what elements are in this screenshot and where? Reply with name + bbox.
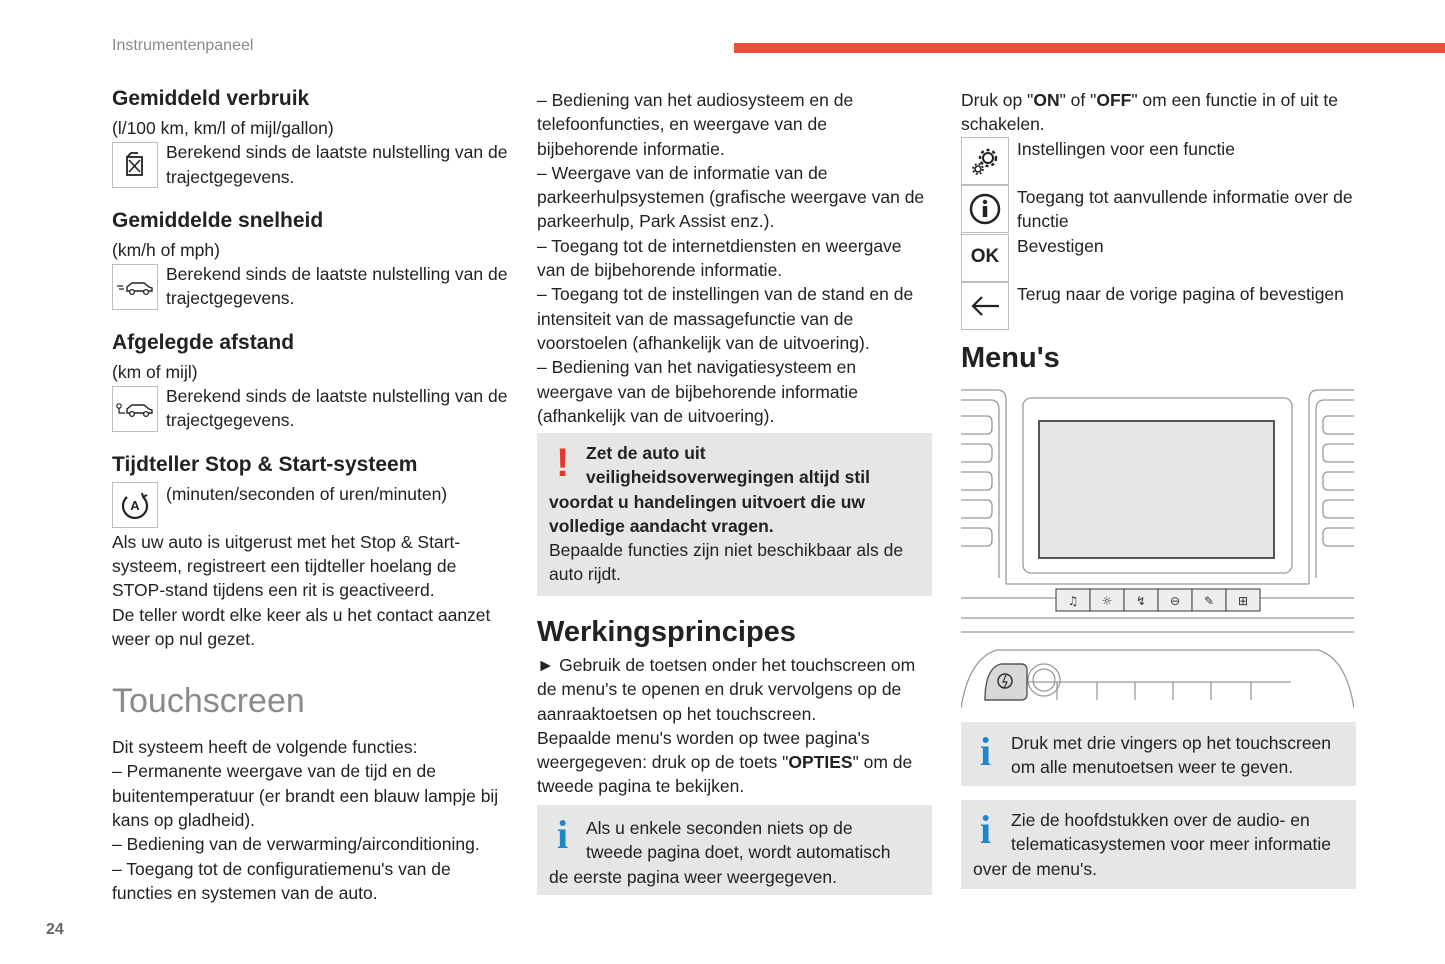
function-text: Terug naar de vorige pagina of bevestigen xyxy=(1017,284,1344,305)
info-text: tweede pagina doet, wordt automatisch xyxy=(586,842,891,863)
svg-text:⊖: ⊖ xyxy=(1169,594,1181,608)
back-arrow-icon xyxy=(961,282,1009,330)
section-icon-row xyxy=(112,384,512,433)
stopstart-body: Als uw auto is uitgerust met het Stop & Start-systeem, registreert een tijdteller hoelang de STOP-stand tijdens een rit is geactiveerd. xyxy=(112,531,461,601)
column-middle xyxy=(537,88,929,428)
ok-icon xyxy=(961,234,1009,282)
column-left xyxy=(112,86,512,905)
fuel-can-icon xyxy=(112,142,158,188)
warning-bold: veiligheidsoverwegingen altijd stil xyxy=(586,467,870,488)
function-text: Bevestigen xyxy=(1017,235,1104,256)
touchscreen-illustration xyxy=(961,388,1354,713)
info-icon: i xyxy=(980,807,992,852)
tip-box xyxy=(961,722,1356,786)
section-title: Tijdteller Stop & Start-systeem xyxy=(112,452,418,476)
svg-text:A: A xyxy=(130,497,140,513)
tip-text: telematicasystemen voor meer informatie xyxy=(1011,834,1331,855)
info-icon: i xyxy=(980,729,992,774)
tip-box xyxy=(961,800,1356,889)
section-desc: Berekend sinds de laatste nulstelling van de trajectgegevens. xyxy=(166,264,508,309)
svg-text:✎: ✎ xyxy=(1203,594,1215,608)
section-desc: Berekend sinds de laatste nulstelling van de trajectgegevens. xyxy=(166,386,508,431)
principles-p1: ► Gebruik de toetsen onder het touchscreen om de menu's te openen en druk vervolgens op de aanraaktoetsen op het touchscreen. xyxy=(537,655,916,724)
car-speed-icon xyxy=(112,264,158,310)
section-unit: (km of mijl) xyxy=(112,361,198,382)
svg-text:⊞: ⊞ xyxy=(1237,594,1249,608)
list-item: – Permanente weergave van de tijd en de buitentemperatuur (er brandt een blauw lampje bij kans op gladheid). xyxy=(112,761,499,831)
warning-icon: ! xyxy=(556,441,570,485)
header-accent-bar xyxy=(734,43,1445,53)
info-text: de eerste pagina weer weergegeven. xyxy=(549,866,837,887)
settings-gear-icon xyxy=(961,137,1009,185)
info-circle-icon xyxy=(961,185,1009,233)
function-row xyxy=(961,137,1361,186)
menus-title: Menu's xyxy=(961,341,1060,374)
svg-text:♫: ♫ xyxy=(1067,594,1079,608)
stop-start-icon xyxy=(112,482,158,528)
principles-section xyxy=(537,615,932,799)
info-icon: i xyxy=(557,812,569,857)
function-row xyxy=(961,234,1361,283)
section-unit: (l/100 km, km/l of mijl/gallon) xyxy=(112,118,334,138)
touchscreen-intro: Dit systeem heeft de volgende functies: xyxy=(112,737,418,758)
header-title: Instrumentenpaneel xyxy=(112,37,254,54)
section-title: Gemiddeld verbruik xyxy=(112,87,310,110)
section-desc: Berekend sinds de laatste nulstelling van de trajectgegevens. xyxy=(166,142,508,187)
list-item: – Toegang tot de instellingen van de stand en de intensiteit van de massagefunctie van de voorstoelen (afhankelijk van de uitvoering). xyxy=(537,284,914,353)
principles-p2: Bepaalde menu's worden op twee pagina's weergegeven: druk op de toets "OPTIES" om de tweede pagina te bekijken. xyxy=(537,727,913,797)
info-text: Als u enkele seconden niets op de xyxy=(586,818,853,838)
principles-title: Werkingsprincipes xyxy=(537,616,796,648)
function-text: Instellingen voor een functie xyxy=(1017,138,1235,159)
section-title: Gemiddelde snelheid xyxy=(112,208,324,232)
svg-text:↯: ↯ xyxy=(1135,594,1147,608)
svg-text:☼: ☼ xyxy=(1101,594,1113,608)
list-item: – Bediening van het audiosysteem en de telefoonfuncties, en weergave van de bijbehorende informatie. xyxy=(537,90,854,159)
warning-box xyxy=(537,433,932,596)
list-item: – Bediening van de verwarming/airconditioning. xyxy=(112,834,480,855)
page-number: 24 xyxy=(46,921,64,938)
section-unit: (km/h of mph) xyxy=(112,239,220,260)
car-distance-icon xyxy=(112,386,158,432)
list-item: – Bediening van het navigatiesysteem en weergave van de bijbehorende informatie (afhankelijk van de uitvoering). xyxy=(537,357,859,426)
function-text: Toegang tot aanvullende informatie over de functie xyxy=(1017,187,1353,232)
section-icon-row xyxy=(112,262,512,311)
tip-text: over de menu's. xyxy=(973,858,1097,879)
function-row xyxy=(961,282,1361,331)
tip-text: Zie de hoofdstukken over de audio- en xyxy=(1011,810,1310,830)
list-item: – Toegang tot de configuratiemenu's van de functies en systemen van de auto. xyxy=(112,858,451,903)
section-title: Afgelegde afstand xyxy=(112,330,295,354)
warning-bold: voordat u handelingen uitvoert die uw volledige aandacht vragen. xyxy=(549,491,865,536)
section-desc: (minuten/seconden of uren/minuten) xyxy=(166,483,448,504)
warning-text: Bepaalde functies zijn niet beschikbaar als de auto rijdt. xyxy=(549,540,904,585)
onoff-intro: Druk op "ON" of "OFF" om een functie in of uit te schakelen. xyxy=(961,90,1338,135)
tip-text: Druk met drie vingers op het touchscreen om alle menutoetsen weer te geven. xyxy=(1011,733,1332,778)
list-item: – Weergave van de informatie van de parkeerhulpsystemen (grafische weergave van de parkeerhulp, Park Assist enz.). xyxy=(537,162,925,232)
section-icon-row xyxy=(112,482,512,528)
info-box xyxy=(537,805,932,895)
function-row xyxy=(961,185,1361,234)
warning-bold: Zet de auto uit xyxy=(586,443,706,463)
column-right xyxy=(961,88,1361,375)
list-item: – Toegang tot de internetdiensten en weergave van de bijbehorende informatie. xyxy=(537,235,902,281)
touchscreen-title: Touchscreen xyxy=(112,682,305,721)
ok-label: OK xyxy=(970,246,1000,268)
stopstart-body: De teller wordt elke keer als u het contact aanzet weer op nul gezet. xyxy=(112,604,491,649)
section-icon-row xyxy=(112,140,512,189)
